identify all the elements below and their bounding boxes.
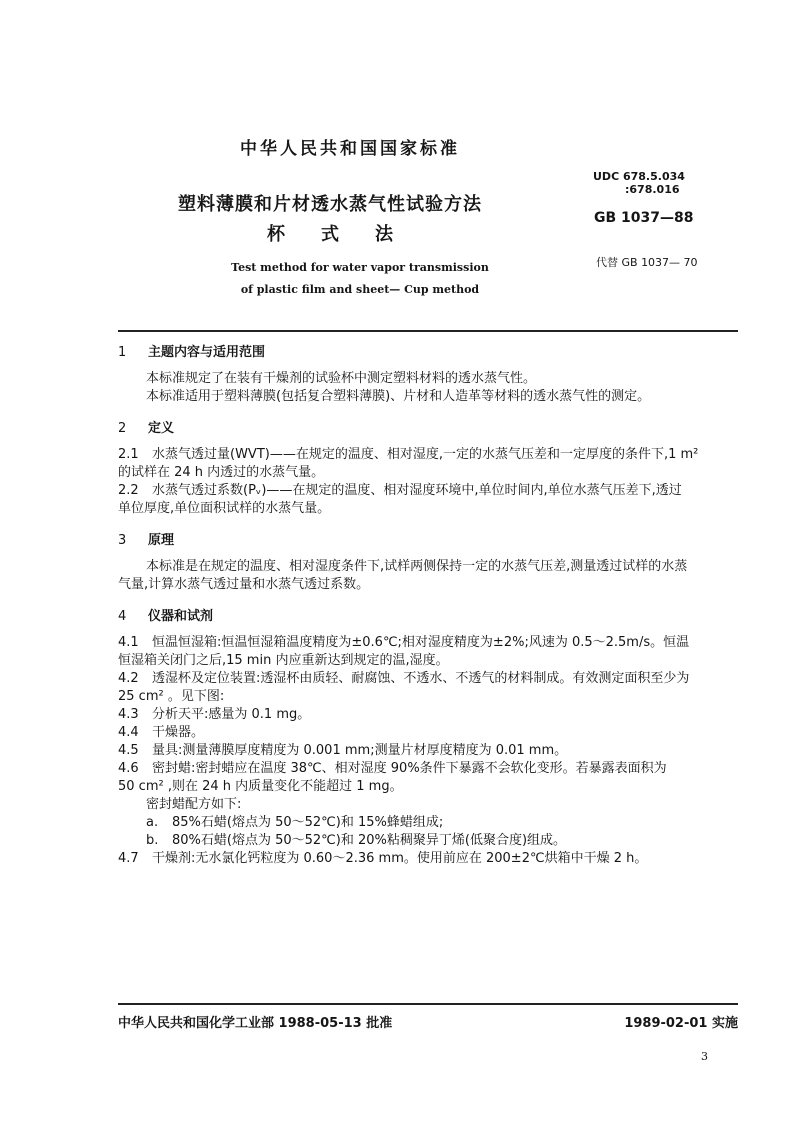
section-number: 2: [118, 421, 127, 436]
clause-number: 4.6: [118, 761, 139, 776]
clause-text: 密封蜡:密封蜡应在温度 38℃、相对湿度 90%条件下暴露不会软化变形。若暴露表面积为: [152, 761, 667, 776]
formula-intro: 密封蜡配方如下:: [146, 797, 242, 812]
english-title-line1: Test method for water vapor transmission: [231, 261, 489, 274]
section-number: 4: [118, 609, 127, 624]
document-title: 塑料薄膜和片材透水蒸气性试验方法: [178, 194, 482, 215]
section-title: 原理: [148, 533, 175, 548]
implementation-date: 1989-02-01 实施: [624, 1016, 738, 1031]
list-item-a: [118, 814, 742, 832]
section-title: 定义: [148, 421, 175, 436]
clause-text: 透湿杯及定位装置:透湿杯由质轻、耐腐蚀、不透水、不透气的材料制成。有效测定面积至少为: [152, 671, 690, 686]
document-subtitle: 杯式法: [267, 224, 429, 245]
udc-code-line2: :678.016: [625, 183, 680, 196]
clause-continuation: 50 cm² ,则在 24 h 内质量变化不能超过 1 mg。: [118, 779, 403, 794]
paragraph: 本标准规定了在装有干燥剂的试验杯中测定塑料材料的透水蒸气性。: [146, 371, 537, 386]
footer-divider: [118, 1003, 738, 1005]
gb-number: GB 1037—88: [594, 210, 694, 226]
clause-2-2: [118, 482, 742, 500]
document-body: [118, 344, 742, 868]
english-title-line2: of plastic film and sheet— Cup method: [240, 283, 480, 296]
paragraph-continuation: 气量,计算水蒸气透过量和水蒸气透过系数。: [118, 577, 370, 592]
clause-continuation: 单位厚度,单位面积试样的水蒸气量。: [118, 501, 331, 516]
clause-2-1: [118, 446, 742, 464]
clause-text: 分析天平:感量为 0.1 mg。: [152, 707, 311, 722]
list-label: a.: [146, 815, 159, 830]
clause-text: 水蒸气透过系数(Pᵥ)——在规定的温度、相对湿度环境中,单位时间内,单位水蒸气压差下,透过: [152, 483, 682, 498]
clause-4-6: [118, 760, 742, 778]
clause-text: 干燥器。: [152, 725, 205, 740]
section-number: 3: [118, 533, 127, 548]
list-label: b.: [146, 833, 159, 848]
clause-4-2: [118, 670, 742, 688]
clause-continuation: 的试样在 24 h 内透过的水蒸气量。: [118, 465, 325, 480]
clause-text: 量具:测量薄膜厚度精度为 0.001 mm;测量片材厚度精度为 0.01 mm。: [152, 743, 568, 758]
national-standard-heading: 中华人民共和国国家标准: [240, 139, 460, 159]
clause-number: 2.2: [118, 483, 139, 498]
clause-number: 4.5: [118, 743, 139, 758]
list-text: 85%石蜡(熔点为 50～52℃)和 15%蜂蜡组成;: [172, 815, 444, 830]
list-item-b: [118, 832, 742, 850]
clause-number: 4.1: [118, 635, 139, 650]
udc-code-line1: UDC 678.5.034: [593, 170, 685, 183]
approval-note: 中华人民共和国化学工业部 1988-05-13 批准: [118, 1016, 393, 1031]
clause-number: 4.3: [118, 707, 139, 722]
clause-text: 恒温恒湿箱:恒温恒湿箱温度精度为±0.6℃;相对湿度精度为±2%;风速为 0.5～2.5m/s。恒温: [152, 635, 690, 650]
clause-continuation: 25 cm² 。见下图:: [118, 689, 225, 704]
section-title: 主题内容与适用范围: [148, 345, 266, 360]
clause-number: 4.7: [118, 851, 139, 866]
clause-4-5: [118, 742, 742, 760]
clause-number: 4.4: [118, 725, 139, 740]
clause-text: 水蒸气透过量(WVT)——在规定的温度、相对湿度,一定的水蒸气压差和一定厚度的条件下,1 m²: [152, 447, 699, 462]
header-divider: [118, 330, 738, 332]
clause-number: 2.1: [118, 447, 139, 462]
clause-text: 干燥剂:无水氯化钙粒度为 0.60～2.36 mm。使用前应在 200±2℃烘箱中干燥 2 h。: [152, 851, 648, 866]
clause-4-4: [118, 724, 742, 742]
section-1-heading: [118, 344, 742, 362]
section-3-heading: [118, 532, 742, 550]
clause-number: 4.2: [118, 671, 139, 686]
page-number: 3: [701, 1050, 708, 1063]
clause-continuation: 恒湿箱关闭门之后,15 min 内应重新达到规定的温,湿度。: [118, 653, 449, 668]
clause-4-7: [118, 850, 742, 868]
section-title: 仪器和试剂: [148, 609, 214, 624]
list-text: 80%石蜡(熔点为 50～52℃)和 20%粘稠聚异丁烯(低聚合度)组成。: [172, 833, 567, 848]
section-2-heading: [118, 420, 742, 438]
clause-4-1: [118, 634, 742, 652]
section-number: 1: [118, 345, 127, 360]
clause-4-3: [118, 706, 742, 724]
replaces-note: 代替 GB 1037— 70: [596, 256, 698, 269]
section-4-heading: [118, 608, 742, 626]
paragraph: 本标准是在规定的温度、相对湿度条件下,试样两侧保持一定的水蒸气压差,测量透过试样的水蒸: [146, 559, 688, 574]
paragraph: 本标准适用于塑料薄膜(包括复合塑料薄膜)、片材和人造革等材料的透水蒸气性的测定。: [146, 389, 651, 404]
